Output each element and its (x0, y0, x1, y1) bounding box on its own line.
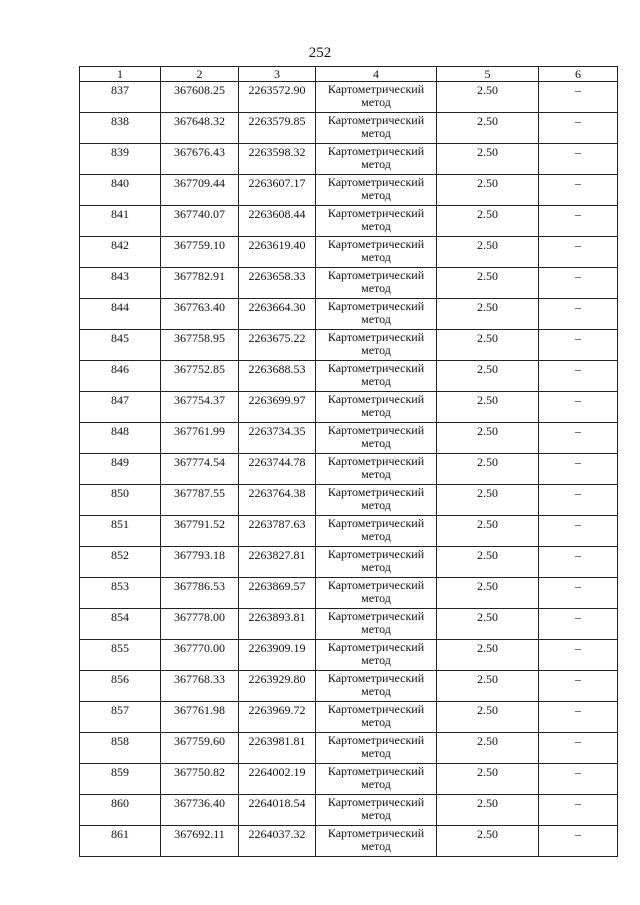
note-cell: – (539, 485, 618, 516)
method-cell (316, 702, 437, 733)
y-coordinate-cell: 2263699.97 (239, 392, 316, 423)
note-cell: – (539, 113, 618, 144)
x-coordinate-cell: 367759.60 (161, 733, 239, 764)
note-cell: – (539, 330, 618, 361)
method-text-line: Картометрический (327, 175, 425, 189)
x-coordinate-cell: 367692.11 (161, 826, 239, 857)
header-cell-4: 4 (316, 67, 437, 82)
table-row (80, 764, 618, 795)
accuracy-cell: 2.50 (437, 516, 539, 547)
method-text-line: метод (361, 498, 391, 512)
point-number-cell: 849 (80, 454, 161, 485)
x-coordinate-cell: 367793.18 (161, 547, 239, 578)
x-coordinate-cell: 367778.00 (161, 609, 239, 640)
method-cell (316, 671, 437, 702)
method-text-line: Картометрический (327, 764, 425, 778)
note-cell: – (539, 82, 618, 113)
y-coordinate-cell: 2263675.22 (239, 330, 316, 361)
table-row (80, 392, 618, 423)
accuracy-cell: 2.50 (437, 485, 539, 516)
point-number-cell: 855 (80, 640, 161, 671)
accuracy-cell: 2.50 (437, 671, 539, 702)
point-number-cell: 853 (80, 578, 161, 609)
point-number-cell: 852 (80, 547, 161, 578)
y-coordinate-cell: 2263579.85 (239, 113, 316, 144)
y-coordinate-cell: 2263734.35 (239, 423, 316, 454)
note-cell: – (539, 609, 618, 640)
y-coordinate-cell: 2263608.44 (239, 206, 316, 237)
method-text-line: метод (361, 157, 391, 171)
table-row (80, 578, 618, 609)
method-text-line: метод (361, 312, 391, 326)
accuracy-cell: 2.50 (437, 454, 539, 485)
x-coordinate-cell: 367676.43 (161, 144, 239, 175)
method-text-line: Картометрический (327, 299, 425, 313)
accuracy-cell: 2.50 (437, 144, 539, 175)
method-text-line: Картометрический (327, 578, 425, 592)
x-coordinate-cell: 367786.53 (161, 578, 239, 609)
table-row (80, 795, 618, 826)
table-row (80, 454, 618, 485)
method-cell (316, 299, 437, 330)
method-text-line: метод (361, 622, 391, 636)
method-cell (316, 795, 437, 826)
y-coordinate-cell: 2263893.81 (239, 609, 316, 640)
method-text-line: метод (361, 219, 391, 233)
y-coordinate-cell: 2264018.54 (239, 795, 316, 826)
header-cell-3: 3 (239, 67, 316, 82)
note-cell: – (539, 361, 618, 392)
method-cell (316, 82, 437, 113)
table-row (80, 82, 618, 113)
x-coordinate-cell: 367752.85 (161, 361, 239, 392)
table-row (80, 299, 618, 330)
point-number-cell: 847 (80, 392, 161, 423)
method-cell (316, 144, 437, 175)
y-coordinate-cell: 2263572.90 (239, 82, 316, 113)
method-cell (316, 175, 437, 206)
method-text-line: метод (361, 684, 391, 698)
method-text-line: метод (361, 715, 391, 729)
method-text-line: метод (361, 250, 391, 264)
point-number-cell: 837 (80, 82, 161, 113)
table-row (80, 826, 618, 857)
header-cell-2: 2 (161, 67, 239, 82)
point-number-cell: 860 (80, 795, 161, 826)
table-body (80, 67, 618, 857)
accuracy-cell: 2.50 (437, 392, 539, 423)
accuracy-cell: 2.50 (437, 82, 539, 113)
y-coordinate-cell: 2264002.19 (239, 764, 316, 795)
note-cell: – (539, 547, 618, 578)
y-coordinate-cell: 2263607.17 (239, 175, 316, 206)
y-coordinate-cell: 2263981.81 (239, 733, 316, 764)
x-coordinate-cell: 367709.44 (161, 175, 239, 206)
x-coordinate-cell: 367761.98 (161, 702, 239, 733)
note-cell: – (539, 237, 618, 268)
table-row (80, 702, 618, 733)
note-cell: – (539, 733, 618, 764)
method-text-line: Картометрический (327, 485, 425, 499)
note-cell: – (539, 640, 618, 671)
x-coordinate-cell: 367740.07 (161, 206, 239, 237)
method-text-line: Картометрический (327, 516, 425, 530)
x-coordinate-cell: 367774.54 (161, 454, 239, 485)
accuracy-cell: 2.50 (437, 764, 539, 795)
method-cell (316, 826, 437, 857)
note-cell: – (539, 826, 618, 857)
accuracy-cell: 2.50 (437, 330, 539, 361)
method-text-line: метод (361, 839, 391, 853)
point-number-cell: 858 (80, 733, 161, 764)
note-cell: – (539, 423, 618, 454)
method-cell (316, 578, 437, 609)
method-text-line: Картометрический (327, 237, 425, 251)
method-cell (316, 547, 437, 578)
method-cell (316, 485, 437, 516)
method-text-line: метод (361, 405, 391, 419)
x-coordinate-cell: 367768.33 (161, 671, 239, 702)
method-text-line: Картометрический (327, 795, 425, 809)
point-number-cell: 861 (80, 826, 161, 857)
point-number-cell: 848 (80, 423, 161, 454)
method-text-line: метод (361, 436, 391, 450)
accuracy-cell: 2.50 (437, 299, 539, 330)
table-row (80, 640, 618, 671)
note-cell: – (539, 206, 618, 237)
table-header-row (80, 67, 618, 82)
y-coordinate-cell: 2263664.30 (239, 299, 316, 330)
table-row (80, 423, 618, 454)
point-number-cell: 840 (80, 175, 161, 206)
note-cell: – (539, 454, 618, 485)
note-cell: – (539, 671, 618, 702)
y-coordinate-cell: 2263598.32 (239, 144, 316, 175)
accuracy-cell: 2.50 (437, 206, 539, 237)
method-text-line: Картометрический (327, 206, 425, 220)
accuracy-cell: 2.50 (437, 268, 539, 299)
header-cell-1: 1 (80, 67, 161, 82)
accuracy-cell: 2.50 (437, 702, 539, 733)
method-text-line: Картометрический (327, 82, 425, 96)
point-number-cell: 851 (80, 516, 161, 547)
method-cell (316, 609, 437, 640)
method-cell (316, 206, 437, 237)
method-text-line: метод (361, 126, 391, 140)
accuracy-cell: 2.50 (437, 113, 539, 144)
note-cell: – (539, 144, 618, 175)
method-text-line: метод (361, 95, 391, 109)
y-coordinate-cell: 2263658.33 (239, 268, 316, 299)
method-cell (316, 237, 437, 268)
method-text-line: метод (361, 281, 391, 295)
method-text-line: Картометрический (327, 609, 425, 623)
point-number-cell: 845 (80, 330, 161, 361)
accuracy-cell: 2.50 (437, 640, 539, 671)
note-cell: – (539, 268, 618, 299)
x-coordinate-cell: 367763.40 (161, 299, 239, 330)
note-cell: – (539, 516, 618, 547)
method-text-line: Картометрический (327, 454, 425, 468)
method-text-line: Картометрический (327, 423, 425, 437)
point-number-cell: 846 (80, 361, 161, 392)
table-row (80, 268, 618, 299)
y-coordinate-cell: 2263787.63 (239, 516, 316, 547)
x-coordinate-cell: 367759.10 (161, 237, 239, 268)
point-number-cell: 838 (80, 113, 161, 144)
note-cell: – (539, 702, 618, 733)
x-coordinate-cell: 367736.40 (161, 795, 239, 826)
method-cell (316, 330, 437, 361)
table-row (80, 733, 618, 764)
point-number-cell: 856 (80, 671, 161, 702)
y-coordinate-cell: 2263688.53 (239, 361, 316, 392)
point-number-cell: 844 (80, 299, 161, 330)
note-cell: – (539, 578, 618, 609)
x-coordinate-cell: 367648.32 (161, 113, 239, 144)
method-text-line: метод (361, 746, 391, 760)
method-cell (316, 268, 437, 299)
method-text-line: метод (361, 653, 391, 667)
point-number-cell: 842 (80, 237, 161, 268)
method-text-line: Картометрический (327, 702, 425, 716)
y-coordinate-cell: 2263929.80 (239, 671, 316, 702)
table-row (80, 516, 618, 547)
y-coordinate-cell: 2263969.72 (239, 702, 316, 733)
method-cell (316, 423, 437, 454)
table-row (80, 671, 618, 702)
accuracy-cell: 2.50 (437, 547, 539, 578)
method-text-line: метод (361, 529, 391, 543)
method-text-line: Картометрический (327, 826, 425, 840)
method-text-line: Картометрический (327, 733, 425, 747)
note-cell: – (539, 764, 618, 795)
method-text-line: Картометрический (327, 268, 425, 282)
x-coordinate-cell: 367754.37 (161, 392, 239, 423)
method-text-line: Картометрический (327, 361, 425, 375)
method-cell (316, 454, 437, 485)
method-cell (316, 640, 437, 671)
x-coordinate-cell: 367791.52 (161, 516, 239, 547)
method-text-line: Картометрический (327, 671, 425, 685)
point-number-cell: 843 (80, 268, 161, 299)
method-cell (316, 764, 437, 795)
x-coordinate-cell: 367750.82 (161, 764, 239, 795)
method-text-line: метод (361, 808, 391, 822)
table-row (80, 175, 618, 206)
method-text-line: метод (361, 591, 391, 605)
method-text-line: метод (361, 188, 391, 202)
note-cell: – (539, 299, 618, 330)
note-cell: – (539, 175, 618, 206)
accuracy-cell: 2.50 (437, 175, 539, 206)
table-row (80, 361, 618, 392)
y-coordinate-cell: 2263869.57 (239, 578, 316, 609)
y-coordinate-cell: 2263744.78 (239, 454, 316, 485)
table-row (80, 609, 618, 640)
method-text-line: Картометрический (327, 113, 425, 127)
x-coordinate-cell: 367782.91 (161, 268, 239, 299)
note-cell: – (539, 392, 618, 423)
point-number-cell: 850 (80, 485, 161, 516)
method-text-line: Картометрический (327, 640, 425, 654)
method-text-line: метод (361, 374, 391, 388)
accuracy-cell: 2.50 (437, 795, 539, 826)
table-row (80, 547, 618, 578)
accuracy-cell: 2.50 (437, 361, 539, 392)
accuracy-cell: 2.50 (437, 578, 539, 609)
x-coordinate-cell: 367787.55 (161, 485, 239, 516)
method-text-line: Картометрический (327, 144, 425, 158)
method-cell (316, 516, 437, 547)
note-cell: – (539, 795, 618, 826)
point-number-cell: 841 (80, 206, 161, 237)
accuracy-cell: 2.50 (437, 609, 539, 640)
point-number-cell: 839 (80, 144, 161, 175)
table-row (80, 113, 618, 144)
page-number: 252 (308, 45, 332, 61)
x-coordinate-cell: 367608.25 (161, 82, 239, 113)
y-coordinate-cell: 2263909.19 (239, 640, 316, 671)
y-coordinate-cell: 2263764.38 (239, 485, 316, 516)
coordinates-table (79, 66, 618, 857)
x-coordinate-cell: 367758.95 (161, 330, 239, 361)
method-cell (316, 733, 437, 764)
method-text-line: метод (361, 467, 391, 481)
accuracy-cell: 2.50 (437, 237, 539, 268)
method-text-line: метод (361, 560, 391, 574)
y-coordinate-cell: 2263619.40 (239, 237, 316, 268)
x-coordinate-cell: 367761.99 (161, 423, 239, 454)
method-text-line: метод (361, 343, 391, 357)
y-coordinate-cell: 2264037.32 (239, 826, 316, 857)
point-number-cell: 854 (80, 609, 161, 640)
header-cell-6: 6 (539, 67, 618, 82)
accuracy-cell: 2.50 (437, 423, 539, 454)
table-row (80, 237, 618, 268)
table-row (80, 330, 618, 361)
y-coordinate-cell: 2263827.81 (239, 547, 316, 578)
header-cell-5: 5 (437, 67, 539, 82)
table-row (80, 206, 618, 237)
point-number-cell: 859 (80, 764, 161, 795)
method-text-line: Картометрический (327, 330, 425, 344)
point-number-cell: 857 (80, 702, 161, 733)
method-text-line: Картометрический (327, 547, 425, 561)
table-row (80, 144, 618, 175)
accuracy-cell: 2.50 (437, 733, 539, 764)
accuracy-cell: 2.50 (437, 826, 539, 857)
method-text-line: Картометрический (327, 392, 425, 406)
table-row (80, 485, 618, 516)
method-cell (316, 113, 437, 144)
method-cell (316, 392, 437, 423)
method-text-line: метод (361, 777, 391, 791)
x-coordinate-cell: 367770.00 (161, 640, 239, 671)
method-cell (316, 361, 437, 392)
